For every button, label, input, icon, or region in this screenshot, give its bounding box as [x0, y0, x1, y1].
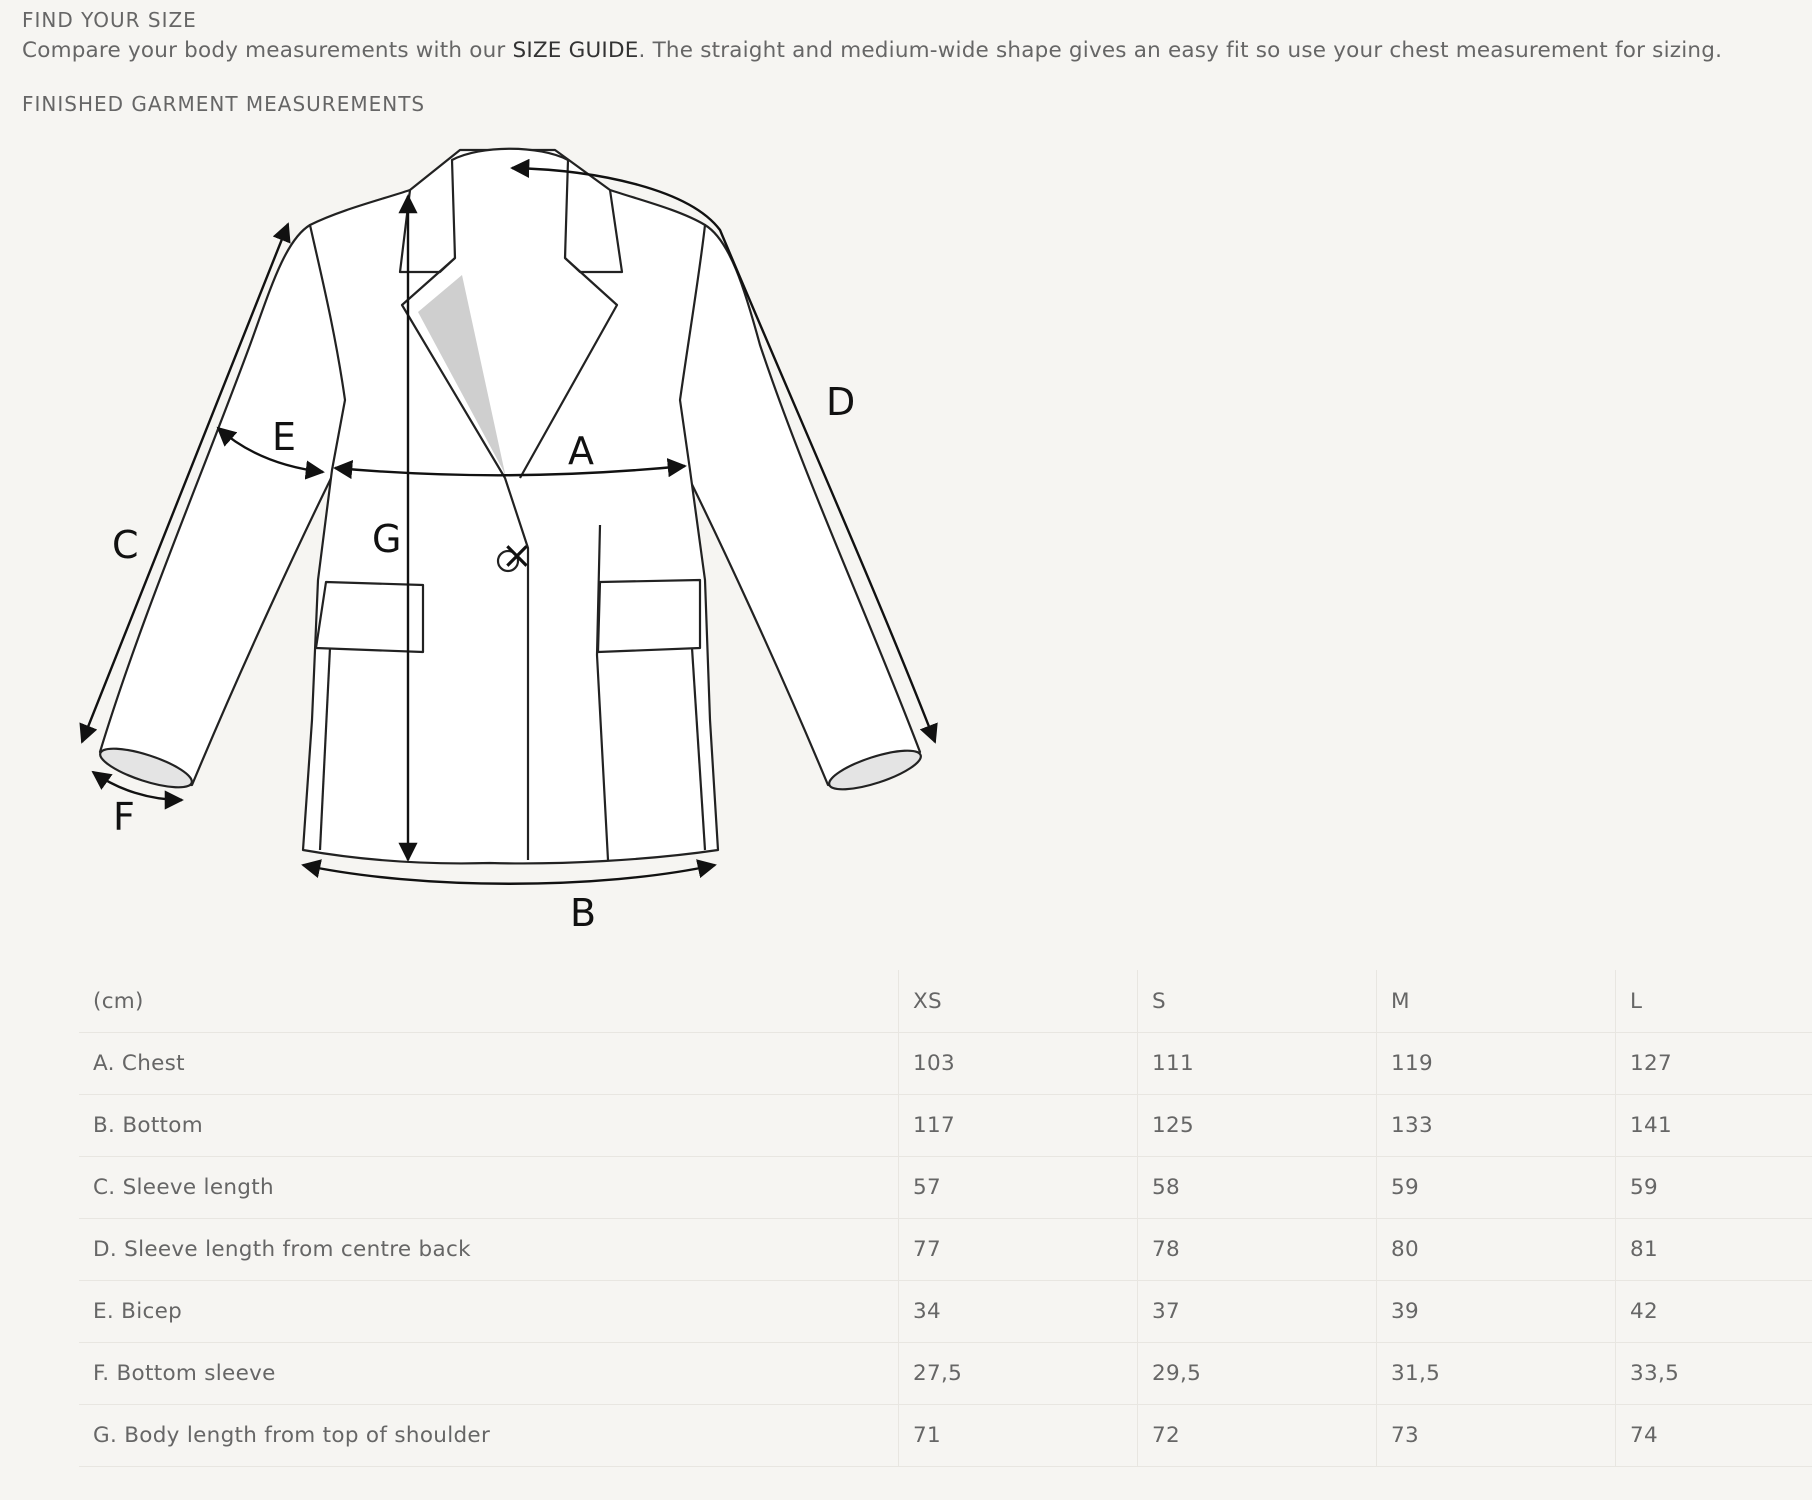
jacket-measurement-diagram [0, 120, 980, 950]
label-a: A [568, 429, 594, 473]
garment-measurement-table [79, 970, 1812, 1467]
value-xs: 34 [899, 1281, 1138, 1343]
table-row [79, 1343, 1812, 1405]
size-header-l: L [1616, 970, 1812, 1033]
collar-band [452, 149, 568, 258]
jacket-drawing [96, 149, 924, 864]
measurement-label: C. Sleeve length [79, 1157, 899, 1219]
value-l: 141 [1616, 1095, 1812, 1157]
value-s: 72 [1138, 1405, 1377, 1467]
intro-text-end: . The straight and medium-wide shape gives an easy fit so use your chest measurement for sizing. [638, 38, 1723, 63]
value-l: 59 [1616, 1157, 1812, 1219]
measurement-label: B. Bottom [79, 1095, 899, 1157]
size-header-m: M [1377, 970, 1616, 1033]
value-m: 39 [1377, 1281, 1616, 1343]
right-pocket [598, 580, 700, 652]
value-s: 125 [1138, 1095, 1377, 1157]
label-b: B [570, 891, 597, 935]
svg-text:×: × [501, 533, 533, 577]
value-m: 119 [1377, 1033, 1616, 1095]
value-xs: 117 [899, 1095, 1138, 1157]
intro-text-start: Compare your body measurements with our [22, 38, 513, 63]
size-header-s: S [1138, 970, 1377, 1033]
value-s: 78 [1138, 1219, 1377, 1281]
measurement-label: E. Bicep [79, 1281, 899, 1343]
garment-measurements-heading: FINISHED GARMENT MEASUREMENTS [22, 92, 426, 116]
left-sleeve [100, 225, 349, 785]
measurement-label: D. Sleeve length from centre back [79, 1219, 899, 1281]
value-xs: 77 [899, 1219, 1138, 1281]
table-row [79, 1033, 1812, 1095]
value-l: 127 [1616, 1033, 1812, 1095]
value-s: 29,5 [1138, 1343, 1377, 1405]
size-guide-link[interactable]: SIZE GUIDE [512, 38, 639, 63]
measurement-label: F. Bottom sleeve [79, 1343, 899, 1405]
value-m: 80 [1377, 1219, 1616, 1281]
table-row [79, 1219, 1812, 1281]
measurement-label: A. Chest [79, 1033, 899, 1095]
value-l: 42 [1616, 1281, 1812, 1343]
table-row [79, 1281, 1812, 1343]
table-row [79, 1095, 1812, 1157]
measurement-label: G. Body length from top of shoulder [79, 1405, 899, 1467]
value-s: 111 [1138, 1033, 1377, 1095]
value-l: 74 [1616, 1405, 1812, 1467]
label-f: F [113, 795, 135, 839]
arrow-b [303, 865, 715, 884]
size-header-xs: XS [899, 970, 1138, 1033]
value-m: 31,5 [1377, 1343, 1616, 1405]
value-m: 133 [1377, 1095, 1616, 1157]
value-xs: 71 [899, 1405, 1138, 1467]
table-header-row [79, 970, 1812, 1033]
table-row [79, 1157, 1812, 1219]
value-xs: 57 [899, 1157, 1138, 1219]
find-your-size-heading: FIND YOUR SIZE [22, 8, 197, 32]
value-m: 73 [1377, 1405, 1616, 1467]
value-m: 59 [1377, 1157, 1616, 1219]
size-intro-text [22, 38, 1722, 63]
table-row [79, 1405, 1812, 1467]
label-g: G [372, 517, 402, 561]
value-l: 33,5 [1616, 1343, 1812, 1405]
value-s: 58 [1138, 1157, 1377, 1219]
unit-header: (cm) [79, 970, 899, 1033]
value-l: 81 [1616, 1219, 1812, 1281]
value-xs: 27,5 [899, 1343, 1138, 1405]
value-xs: 103 [899, 1033, 1138, 1095]
label-e: E [272, 415, 297, 459]
value-s: 37 [1138, 1281, 1377, 1343]
label-d: D [826, 380, 856, 424]
label-c: C [112, 523, 139, 567]
